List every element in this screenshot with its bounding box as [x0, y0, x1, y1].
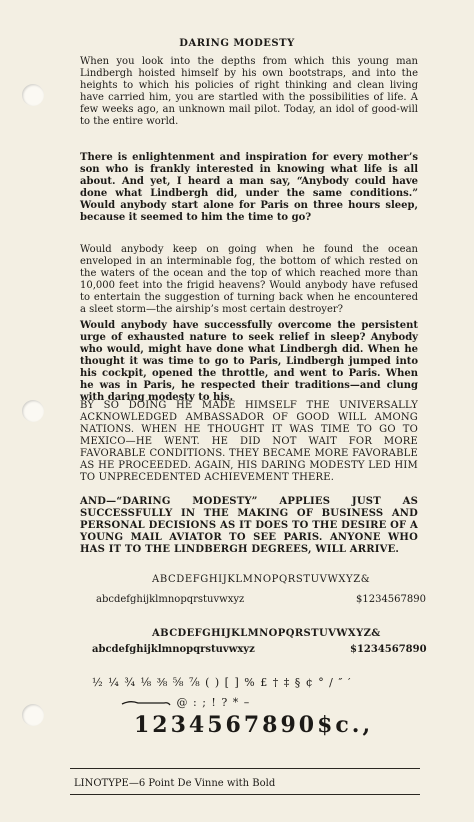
specimen-punctuation: @ : ; ! ? * – [176, 696, 251, 709]
paragraph-4: Would anybody have successfully overcome the persistent urge of exhausted nature to seek relief in sleep? Anybody who would, might have done what Lindbergh did. When he thought it was time to go to Paris, Lindbergh jumped into his cockpit, opened the throttle, and went to Paris. When he was in Paris, he respected their traditions—and clung with daring modesty to his. [80, 320, 418, 403]
specimen-regular-lower: abcdefghijklmnopqrstuvwxyz [96, 594, 245, 605]
divider-rule [70, 768, 420, 769]
paragraph-1: When you look into the depths from which this young man Lindbergh hoisted himself by his own bootstraps, and into the heights to which his policies of right thinking and clean living have carried him, you are startled with the possibilities of life. A few weeks ago, an unknown mail pilot. Today, an idol of good-will to the entire world. [80, 56, 418, 127]
specimen-regular-caps: ABCDEFGHIJKLMNOPQRSTUVWXYZ& [152, 574, 371, 585]
swash-dash-icon [120, 698, 172, 708]
specimen-large-figures: 1234567890$c., [134, 712, 374, 738]
specimen-bold-caps: ABCDEFGHIJKLMNOPQRSTUVWXYZ& [152, 628, 381, 639]
binder-hole [22, 704, 44, 726]
binder-hole [22, 84, 44, 106]
page-title: DARING MODESTY [179, 38, 295, 49]
specimen-regular-figures: $1234567890 [356, 594, 426, 605]
specimen-fractions: ½ ¼ ¾ ⅛ ⅜ ⅝ ⅞ ( ) [ ] % £ † ‡ § ¢ ° / ″ ′ [92, 676, 352, 689]
divider-rule [70, 794, 420, 795]
paragraph-3: Would anybody keep on going when he found the ocean enveloped in an interminable fog, the bottom of which rested on the waters of the ocean and the top of which reached more than 10,000 feet into the frigid heavens? Would anybody have refused to entertain the suggestion of turning back when he encountered a sleet storm—the airship’s most certain destroyer? [80, 244, 418, 315]
specimen-bold-lower: abcdefghijklmnopqrstuvwxyz [92, 644, 255, 655]
binder-hole [22, 400, 44, 422]
footer-caption: LINOTYPE—6 Point De Vinne with Bold [74, 778, 276, 789]
paragraph-5: BY SO DOING HE MADE HIMSELF THE UNIVERSALLY ACKNOWLEDGED AMBASSADOR OF GOOD WILL AMONG NATIONS. WHEN HE THOUGHT IT WAS TIME TO GO TO MEXICO—HE WENT. HE DID NOT WAIT FOR MORE FAVORABLE CONDITIONS. THEY BECAME MORE FAVORABLE AS HE PROCEEDED. AGAIN, HIS DARING MODESTY LED HIM TO UNPRECEDENTED ACHIEVEMENT THERE. [80, 400, 418, 483]
specimen-punctuation-row [120, 696, 420, 709]
specimen-bold-figures: $1234567890 [350, 644, 427, 655]
paragraph-2: There is enlightenment and inspiration for every mother’s son who is frankly interested in knowing what life is all about. And yet, I heard a man say, “Anybody could have done what Lindbergh did, under the same conditions.” Would anybody start alone for Paris on three hours sleep, because it seemed to him the time to go? [80, 152, 418, 223]
paragraph-6: AND—“DARING MODESTY” APPLIES JUST AS SUCCESSFULLY IN THE MAKING OF BUSINESS AND PERSONAL DECISIONS AS IT DOES TO THE DESIRE OF A YOUNG MAIL AVIATOR TO SEE PARIS. ANYONE WHO HAS IT TO THE LINDBERGH DEGREES, WILL ARRIVE. [80, 496, 418, 555]
